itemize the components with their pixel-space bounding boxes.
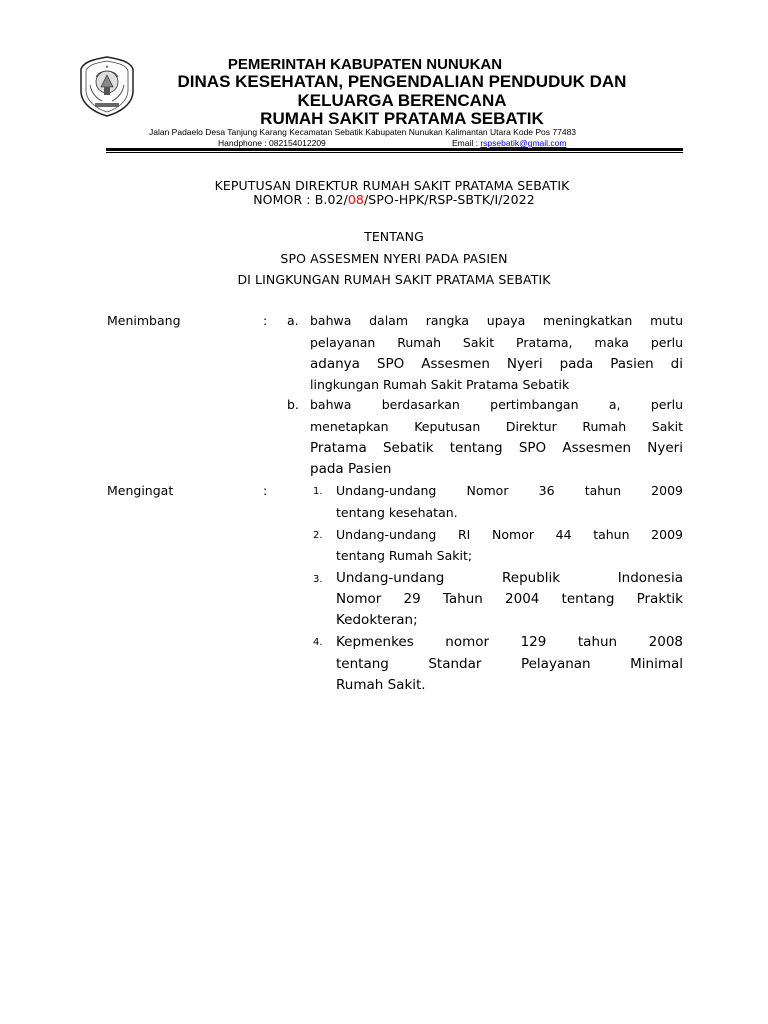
- decree-title: KEPUTUSAN DIREKTUR RUMAH SAKIT PRATAMA SEBATIK: [214, 178, 570, 193]
- mengingat-item-line: tentang Standar Pelayanan Minimal: [336, 656, 683, 672]
- menimbang-a-line: lingkungan Rumah Sakit Pratama Sebatik: [310, 377, 570, 392]
- mengingat-item-line: Undang-undang Republik Indonesia: [336, 570, 683, 586]
- mengingat-item-line: Nomor 29 Tahun 2004 tentang Praktik: [336, 591, 683, 607]
- mengingat-item-line: Undang-undang RI Nomor 44 tahun 2009: [336, 527, 683, 542]
- menimbang-colon: :: [263, 313, 268, 328]
- mengingat-item-line: Undang-undang Nomor 36 tahun 2009: [336, 483, 683, 498]
- menimbang-b-line: bahwa berdasarkan pertimbangan a, perlu: [310, 397, 683, 412]
- letterhead-hospital-name: RUMAH SAKIT PRATAMA SEBATIK: [260, 109, 544, 128]
- mengingat-item-line: Kedokteran;: [336, 612, 418, 628]
- mengingat-item-marker: 1.: [313, 486, 323, 497]
- letterhead-phone: Handphone : 082154012209: [218, 138, 326, 148]
- mengingat-item-line: tentang Rumah Sakit;: [336, 548, 473, 563]
- menimbang-label: Menimbang: [107, 313, 181, 328]
- mengingat-item-line: Rumah Sakit.: [336, 677, 426, 693]
- tentang-heading: TENTANG: [364, 229, 424, 244]
- decree-number: [10, 192, 768, 207]
- letterhead-divider-thick: [106, 148, 683, 151]
- mengingat-item-marker: 2.: [313, 530, 323, 541]
- email-link[interactable]: rspsebatik@gmail.com: [480, 138, 567, 148]
- letterhead-email: [452, 138, 566, 148]
- letterhead-department: DINAS KESEHATAN, PENGENDALIAN PENDUDUK DAN: [177, 72, 627, 91]
- email-label: Email :: [452, 138, 481, 148]
- mengingat-item-marker: 4.: [313, 637, 323, 648]
- svg-text:★: ★: [105, 64, 109, 69]
- mengingat-item-line: tentang kesehatan.: [336, 505, 458, 520]
- mengingat-item-line: Kepmenkes nomor 129 tahun 2008: [336, 634, 683, 650]
- menimbang-b-line: Pratama Sebatik tentang SPO Assesmen Nyeri: [310, 440, 683, 456]
- letterhead-government: PEMERINTAH KABUPATEN NUNUKAN: [227, 56, 503, 73]
- decree-number-suffix: /SPO-HPK/RSP-SBTK/I/2022: [363, 192, 535, 207]
- menimbang-b-line: pada Pasien: [310, 461, 392, 477]
- menimbang-b-line: menetapkan Keputusan Direktur Rumah Sakit: [310, 419, 683, 434]
- decree-subject: SPO ASSESMEN NYERI PADA PASIEN: [280, 251, 508, 266]
- decree-number-prefix: NOMOR : B.02/: [253, 192, 348, 207]
- mengingat-item-marker: 3.: [313, 574, 323, 585]
- menimbang-b-marker: b.: [287, 397, 299, 412]
- decree-subject-cont: DI LINGKUNGAN RUMAH SAKIT PRATAMA SEBATIK: [237, 272, 551, 287]
- letterhead-divider-thin: [106, 152, 683, 153]
- mengingat-colon: :: [263, 483, 268, 498]
- menimbang-a-line: pelayanan Rumah Sakit Pratama, maka perlu: [310, 335, 683, 350]
- mengingat-label: Mengingat: [107, 483, 174, 498]
- letterhead-department-cont: KELUARGA BERENCANA: [297, 91, 507, 110]
- decree-number-highlight: 08: [347, 192, 364, 207]
- letterhead-address: Jalan Padaelo Desa Tanjung Karang Kecamatan Sebatik Kabupaten Nunukan Kalimantan Utara Kode Pos 77483: [149, 127, 577, 137]
- menimbang-a-marker: a.: [287, 313, 299, 328]
- menimbang-a-line: bahwa dalam rangka upaya meningkatkan mutu: [310, 313, 683, 328]
- menimbang-a-line: adanya SPO Assesmen Nyeri pada Pasien di: [310, 356, 683, 372]
